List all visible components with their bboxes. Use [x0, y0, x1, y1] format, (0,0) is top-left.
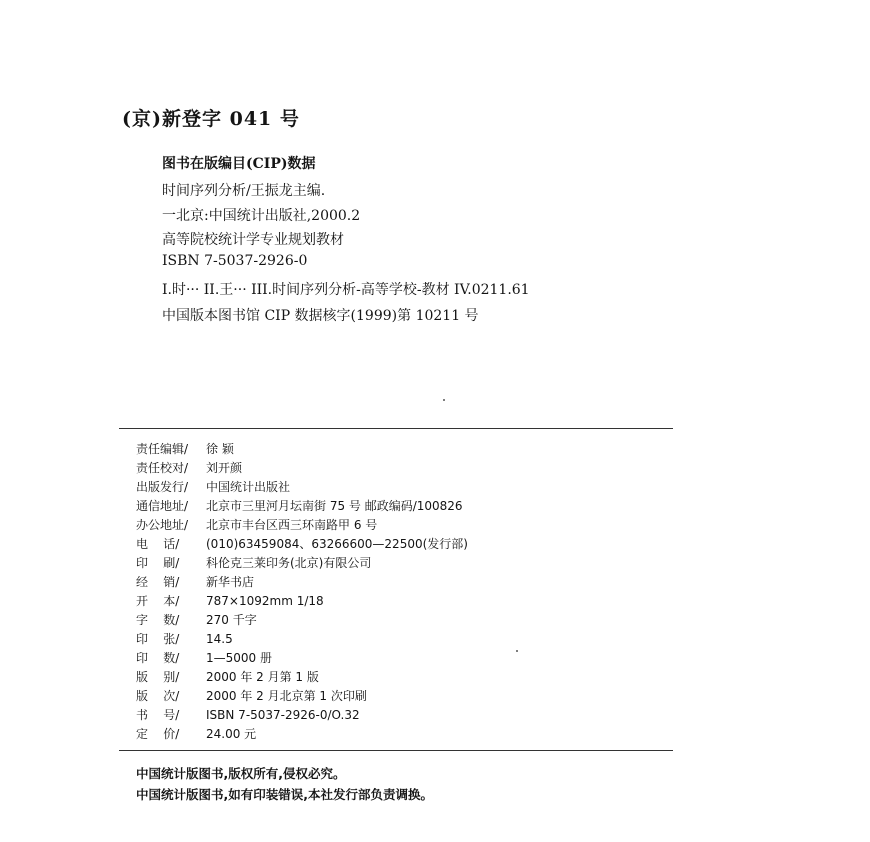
pub-label: 电 话/ [136, 537, 180, 551]
pub-row-print-run [136, 649, 272, 666]
pub-label: 开 本/ [136, 594, 180, 608]
pub-label: 办公地址/ [136, 518, 189, 532]
pub-value: 刘开颜 [206, 461, 243, 475]
pub-value: 徐 颖 [206, 442, 234, 456]
pub-value: 14.5 [206, 632, 233, 646]
pub-value: 2000 年 2 月第 1 版 [206, 670, 319, 684]
cip-line: ISBN 7-5037-2926-0 [162, 253, 308, 269]
pub-value: (010)63459084、63266600—22500(发行部) [206, 537, 468, 551]
pub-row-publisher [136, 478, 290, 495]
pub-row-address [136, 497, 463, 514]
pub-label: 印 张/ [136, 632, 180, 646]
pub-row-editor [136, 440, 234, 457]
pub-label: 出版发行/ [136, 480, 189, 494]
cip-title: 图书在版编目(CIP)数据 [162, 156, 316, 172]
pub-value: 新华书店 [206, 575, 255, 589]
cip-line: 一北京:中国统计出版社,2000.2 [162, 208, 361, 224]
pub-label: 书 号/ [136, 708, 180, 722]
pub-value: 270 千字 [206, 613, 257, 627]
pub-label: 经 销/ [136, 575, 180, 589]
pub-row-phone [136, 535, 468, 552]
cip-line: 时间序列分析/王振龙主编. [162, 183, 326, 199]
pub-value: 科伦克三莱印务(北京)有限公司 [206, 556, 372, 570]
pub-value: 24.00 元 [206, 727, 257, 741]
pub-label: 定 价/ [136, 727, 180, 741]
license-number: (京)新登字 041 号 [122, 108, 300, 130]
speck [443, 399, 445, 401]
pub-row-word-count [136, 611, 257, 628]
pub-value: 2000 年 2 月北京第 1 次印刷 [206, 689, 367, 703]
cip-catalog-number: 中国版本图书馆 CIP 数据核字(1999)第 10211 号 [162, 308, 479, 324]
pub-value: 787×1092mm 1/18 [206, 594, 324, 608]
divider-bottom [119, 750, 673, 751]
cip-classification: I.时··· II.王··· III.时间序列分析-高等学校-教材 IV.0211.61 [162, 282, 530, 298]
pub-row-price [136, 725, 256, 742]
pub-row-edition [136, 668, 319, 685]
pub-row-impression [136, 687, 367, 704]
pub-row-printer [136, 554, 371, 571]
pub-label: 印 刷/ [136, 556, 180, 570]
pub-row-office [136, 516, 377, 533]
pub-value: 北京市丰台区西三环南路甲 6 号 [206, 518, 378, 532]
pub-label: 责任校对/ [136, 461, 189, 475]
copyright-notice: 中国统计版图书,版权所有,侵权必究。 [136, 766, 346, 781]
pub-label: 责任编辑/ [136, 442, 189, 456]
pub-row-proofreader [136, 459, 242, 476]
pub-label: 版 次/ [136, 689, 180, 703]
divider-top [119, 428, 673, 429]
pub-row-format [136, 592, 324, 609]
pub-value: ISBN 7-5037-2926-0/O.32 [206, 708, 360, 722]
speck [516, 650, 518, 652]
misprint-notice: 中国统计版图书,如有印装错误,本社发行部负责调换。 [136, 787, 433, 802]
pub-value: 北京市三里河月坛南街 75 号 邮政编码/100826 [206, 499, 463, 513]
pub-label: 版 别/ [136, 670, 180, 684]
pub-label: 字 数/ [136, 613, 180, 627]
pub-row-sheets [136, 630, 233, 647]
pub-label: 印 数/ [136, 651, 180, 665]
pub-row-distributor [136, 573, 254, 590]
pub-value: 1—5000 册 [206, 651, 272, 665]
pub-row-book-number [136, 706, 360, 723]
cip-line: 高等院校统计学专业规划教材 [162, 232, 344, 248]
pub-value: 中国统计出版社 [206, 480, 291, 494]
pub-label: 通信地址/ [136, 499, 189, 513]
